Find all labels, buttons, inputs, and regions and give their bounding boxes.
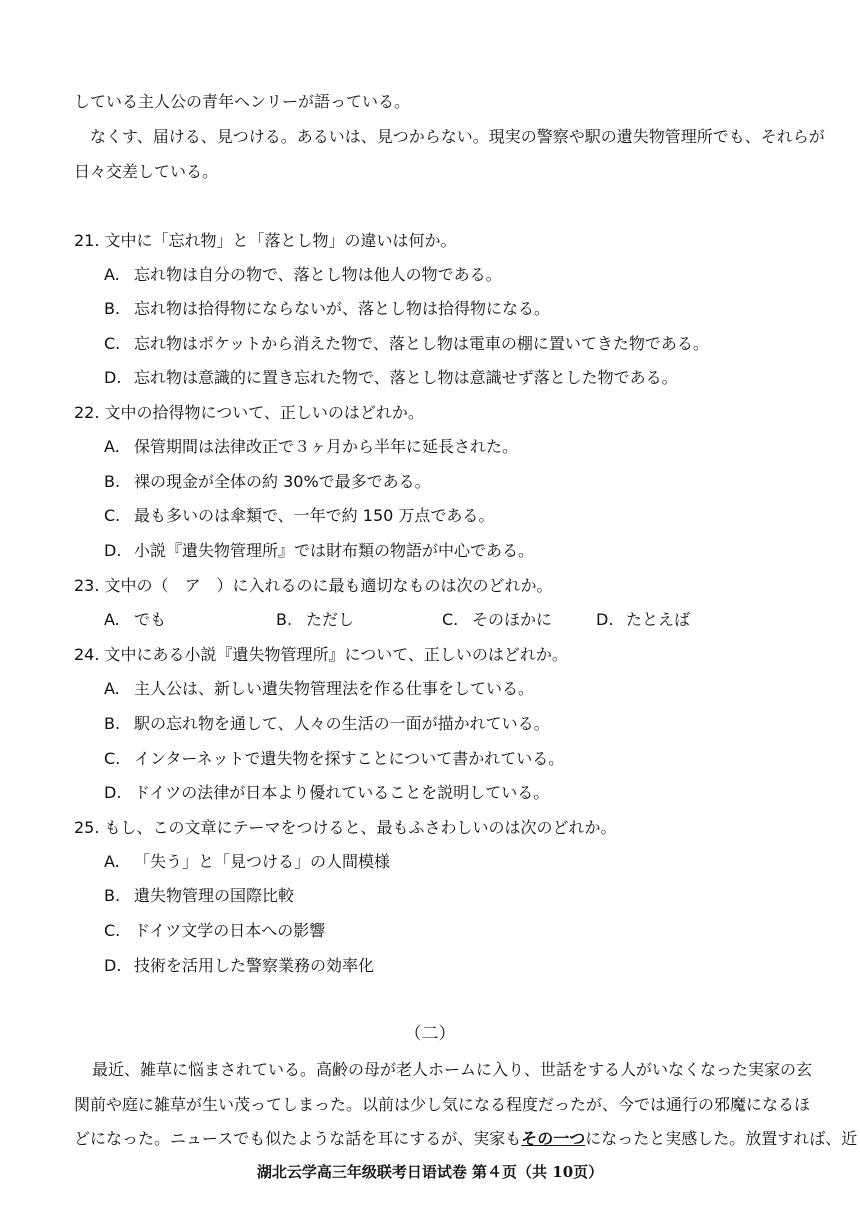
option-text: 裸の現金が全体の約 30%で最多である。 [134, 472, 431, 491]
option-text: 最も多いのは傘類で、一年で約 150 万点である。 [134, 506, 495, 525]
option-text: ただし [306, 610, 355, 629]
option-letter: A. [104, 437, 120, 456]
question-24-option-b[interactable] [104, 714, 550, 734]
option-letter: A. [104, 610, 120, 629]
option-letter: C. [104, 921, 121, 940]
option-text: 忘れ物はポケットから消えた物で、落とし物は電車の棚に置いてきた物である。 [134, 334, 709, 353]
question-25-option-d[interactable] [104, 956, 374, 976]
question-23-option-b[interactable] [276, 610, 354, 630]
option-text: 小説『遺失物管理所』では財布類の物語が中心である。 [134, 541, 535, 560]
question-25-option-b[interactable] [104, 886, 294, 906]
option-letter: B. [104, 714, 121, 733]
passage-line-1: している主人公の青年ヘンリーが語っている。 [74, 92, 411, 111]
section-title: （二） [404, 1024, 456, 1044]
question-21-option-b[interactable] [104, 299, 550, 319]
option-letter: D. [104, 783, 122, 802]
section2-line-3-before: どになった。ニュースでも似たような話を耳にするが、実家も [74, 1129, 522, 1148]
question-23-option-c[interactable] [442, 610, 552, 630]
option-letter: C. [104, 506, 121, 525]
question-21-stem: 21. 文中に「忘れ物」と「落とし物」の違いは何か。 [74, 231, 457, 250]
option-letter: C. [442, 610, 459, 629]
emphasized-phrase: その一つ [521, 1129, 586, 1148]
option-letter: C. [104, 334, 121, 353]
question-22-stem: 22. 文中の拾得物について、正しいのはどれか。 [74, 403, 424, 422]
question-25-option-a[interactable] [104, 852, 390, 872]
question-24-option-d[interactable] [104, 783, 549, 803]
option-letter: A. [104, 679, 120, 698]
option-letter: C. [104, 749, 121, 768]
section2-line-1: 最近、雑草に悩まされている。高齢の母が老人ホームに入り、世話をする人がいなくなった実家の玄 [92, 1060, 813, 1079]
question-24-option-a[interactable] [104, 679, 534, 699]
question-22-option-b[interactable] [104, 472, 431, 492]
option-text: そのほかに [472, 610, 553, 629]
option-text: インターネットで遺失物を探すことについて書かれている。 [134, 749, 565, 768]
question-25-stem: 25. もし、この文章にテーマをつけると、最もふさわしいのは次のどれか。 [74, 818, 617, 837]
option-text: 忘れ物は拾得物にならないが、落とし物は拾得物になる。 [134, 299, 551, 318]
question-22-option-d[interactable] [104, 541, 534, 561]
option-text: 保管期間は法律改正で３ヶ月から半年に延長された。 [134, 437, 519, 456]
option-text: ドイツ文学の日本への影響 [134, 921, 326, 940]
option-text: 技術を活用した警察業務の効率化 [134, 956, 375, 975]
option-text: 駅の忘れ物を通して、人々の生活の一面が描かれている。 [134, 714, 550, 733]
question-25-option-c[interactable] [104, 921, 325, 941]
passage-line-3: 日々交差している。 [74, 162, 219, 181]
option-letter: D. [104, 956, 122, 975]
option-text: 主人公は、新しい遺失物管理法を作る仕事をしている。 [134, 679, 535, 698]
option-text: 忘れ物は自分の物で、落とし物は他人の物である。 [134, 265, 502, 284]
question-23-option-a[interactable] [104, 610, 166, 630]
question-22-option-a[interactable] [104, 437, 518, 457]
option-text: でも [134, 610, 167, 629]
question-23-stem: 23. 文中の（ ア ）に入れるのに最も適切なものは次のどれか。 [74, 576, 553, 595]
option-text: 「失う」と「見つける」の人間模様 [134, 852, 391, 871]
option-letter: D. [104, 541, 122, 560]
section2-line-3 [74, 1129, 857, 1149]
question-21-option-a[interactable] [104, 265, 502, 285]
option-letter: B. [104, 299, 121, 318]
option-text: ドイツの法律が日本より優れていることを説明している。 [134, 783, 550, 802]
question-21-option-d[interactable] [104, 368, 678, 388]
question-22-option-c[interactable] [104, 506, 494, 526]
passage-line-2: なくす、届ける、見つける。あるいは、見つからない。現実の警察や駅の遺失物管理所でも、それらが [90, 127, 825, 146]
question-24-stem: 24. 文中にある小説『遺失物管理所』について、正しいのはどれか。 [74, 645, 568, 664]
option-letter: B. [276, 610, 293, 629]
page-footer: 湖北云学高三年级联考日语试卷 第４页（共 10页） [256, 1163, 604, 1181]
option-text: 遺失物管理の国際比較 [134, 886, 295, 905]
option-letter: A. [104, 852, 120, 871]
option-text: 忘れ物は意識的に置き忘れた物で、落とし物は意識せず落とした物である。 [134, 368, 678, 387]
question-23-option-d[interactable] [596, 610, 690, 630]
option-letter: A. [104, 265, 120, 284]
option-text: たとえば [626, 610, 691, 629]
section2-line-3-after: になったと実感した。放置すれば、近 [585, 1129, 858, 1148]
option-letter: D. [596, 610, 614, 629]
option-letter: D. [104, 368, 122, 387]
option-letter: B. [104, 886, 121, 905]
option-letter: B. [104, 472, 121, 491]
question-23-options-row [104, 610, 804, 630]
section2-line-2: 関前や庭に雑草が生い茂ってしまった。以前は少し気になる程度だったが、今では通行の邪魔になるほ [74, 1095, 811, 1114]
question-21-option-c[interactable] [104, 334, 709, 354]
question-24-option-c[interactable] [104, 749, 564, 769]
